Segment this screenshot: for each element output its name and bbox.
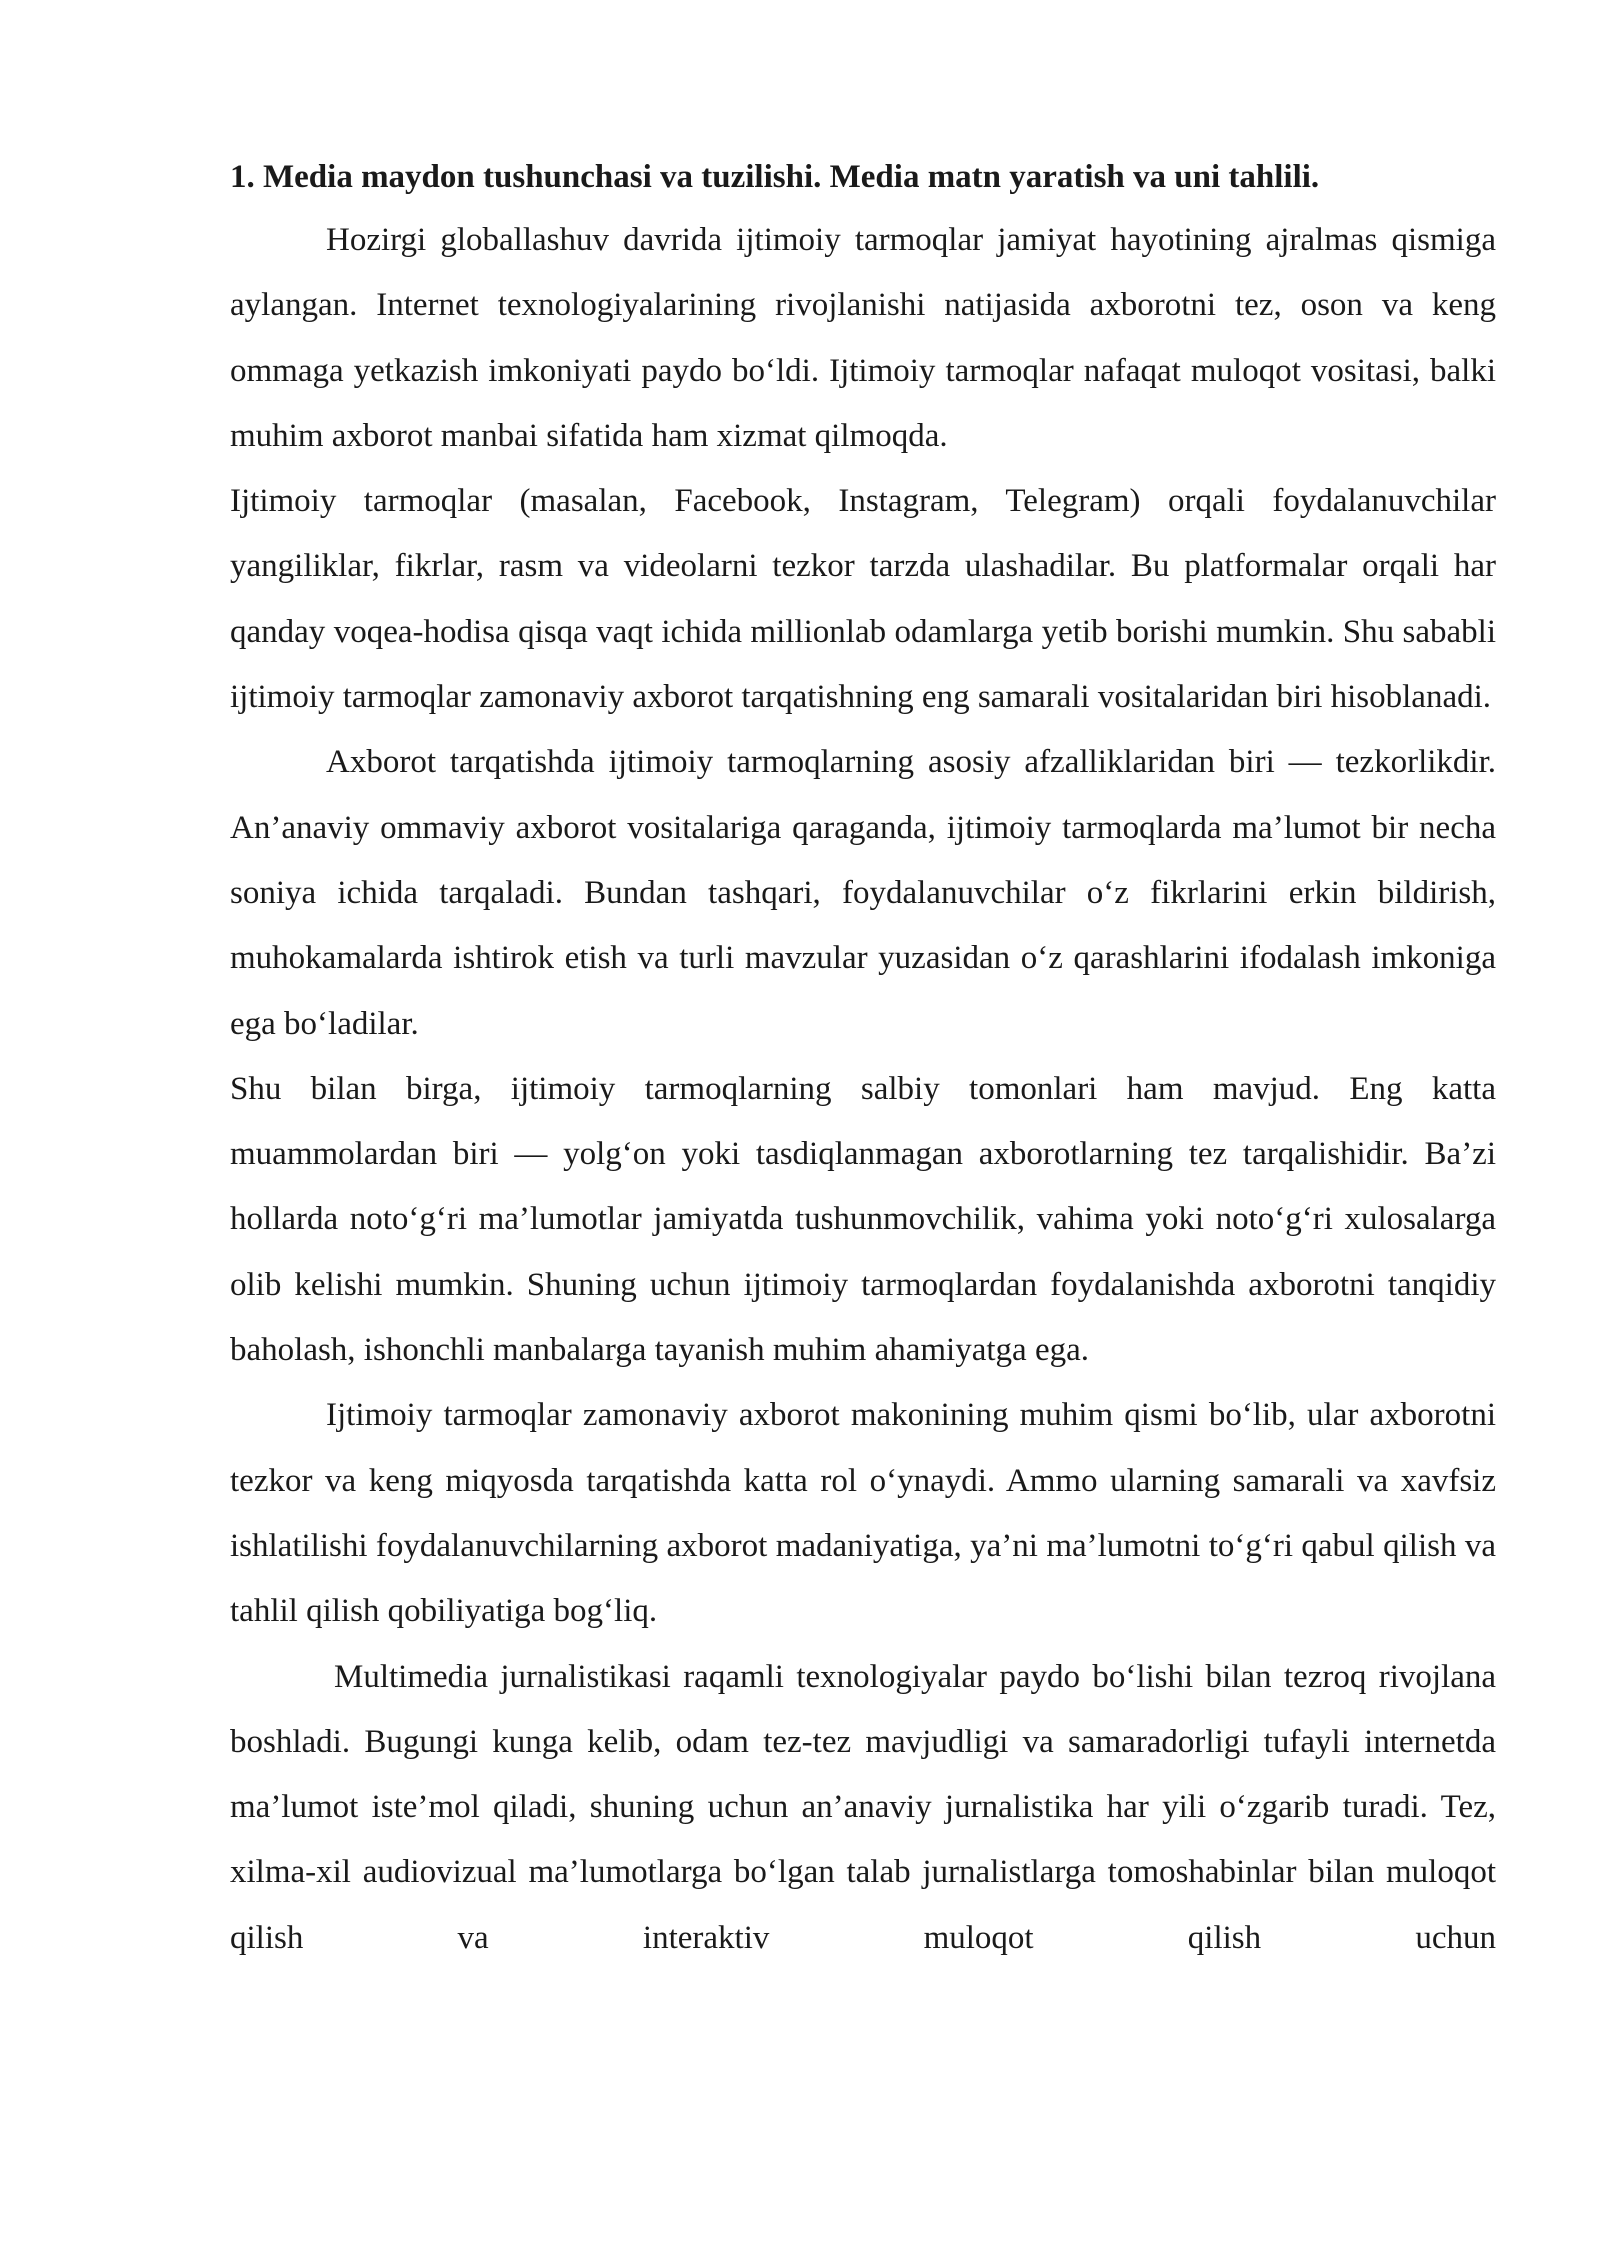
paragraph-2: Ijtimoiy tarmoqlar (masalan, Facebook, Instagram, Telegram) orqali foydalanuvchilar yangiliklar, fikrlar, rasm va videolarni tezkor tarzda ulashadilar. Bu platformalar orqali har qanday voqea-hodisa qisqa vaqt ichida millionlab odamlarga yetib borishi mumkin. Shu sababli ijtimoiy tarmoqlar zamonaviy axborot tarqatishning eng samarali vositalaridan biri hisoblanadi. bbox=[230, 483, 1496, 716]
paragraph-6: Multimedia jurnalistikasi raqamli texnologiyalar paydo bo‘lishi bilan tezroq rivojlana boshladi. Bugungi kunga kelib, odam tez-tez mavjudligi va samaradorligi tufayli internetda ma’lumot iste’mol qiladi, shuning uchun an’anaviy jurnalistika har yili o‘zgarib turadi. Tez, xilma-xil audiovizual ma’lumotlarga bo‘lgan talab jurnalistlarga tomoshabinlar bilan muloqot qilish va interaktiv muloqot qilish uchun bbox=[230, 1658, 1496, 1956]
paragraph-4: Shu bilan birga, ijtimoiy tarmoqlarning salbiy tomonlari ham mavjud. Eng katta muammolardan biri — yolg‘on yoki tasdiqlanmagan axborotlarning tez tarqalishidir. Ba’zi hollarda noto‘g‘ri ma’lumotlar jamiyatda tushunmovchilik, vahima yoki noto‘g‘ri xulosalarga olib kelishi mumkin. Shuning uchun ijtimoiy tarmoqlardan foydalanishda axborotni tanqidiy baholash, ishonchli manbalarga tayanish muhim ahamiyatga ega. bbox=[230, 1070, 1496, 1369]
document-page bbox=[230, 150, 1496, 1971]
paragraph-1: Hozirgi globallashuv davrida ijtimoiy tarmoqlar jamiyat hayotining ajralmas qismiga aylangan. Internet texnologiyalarining rivojlanishi natijasida axborotni tez, oson va keng ommaga yetkazish imkoniyati paydo bo‘ldi. Ijtimoiy tarmoqlar nafaqat muloqot vositasi, balki muhim axborot manbai sifatida ham xizmat qilmoqda. bbox=[230, 222, 1496, 454]
paragraph-5: Ijtimoiy tarmoqlar zamonaviy axborot makonining muhim qismi bo‘lib, ular axborotni tezkor va keng miqyosda tarqatishda katta rol o‘ynaydi. Ammo ularning samarali va xavfsiz ishlatilishi foydalanuvchilarning axborot madaniyatiga, ya’ni ma’lumotni to‘g‘ri qabul qilish va tahlil qilish qobiliyatiga bog‘liq. bbox=[230, 1397, 1496, 1630]
paragraph-3: Axborot tarqatishda ijtimoiy tarmoqlarning asosiy afzalliklaridan biri — tezkorlikdir. An’anaviy ommaviy axborot vositalariga qaraganda, ijtimoiy tarmoqlarda ma’lumot bir necha soniya ichida tarqaladi. Bundan tashqari, foydalanuvchilar o‘z fikrlarini erkin bildirish, muhokamalarda ishtirok etish va turli mavzular yuzasidan o‘z qarashlarini ifodalash imkoniga ega bo‘ladilar. bbox=[230, 744, 1496, 1042]
section-heading: 1. Media maydon tushunchasi va tuzilishi. Media matn yaratish va uni tahlili. bbox=[230, 159, 1320, 195]
